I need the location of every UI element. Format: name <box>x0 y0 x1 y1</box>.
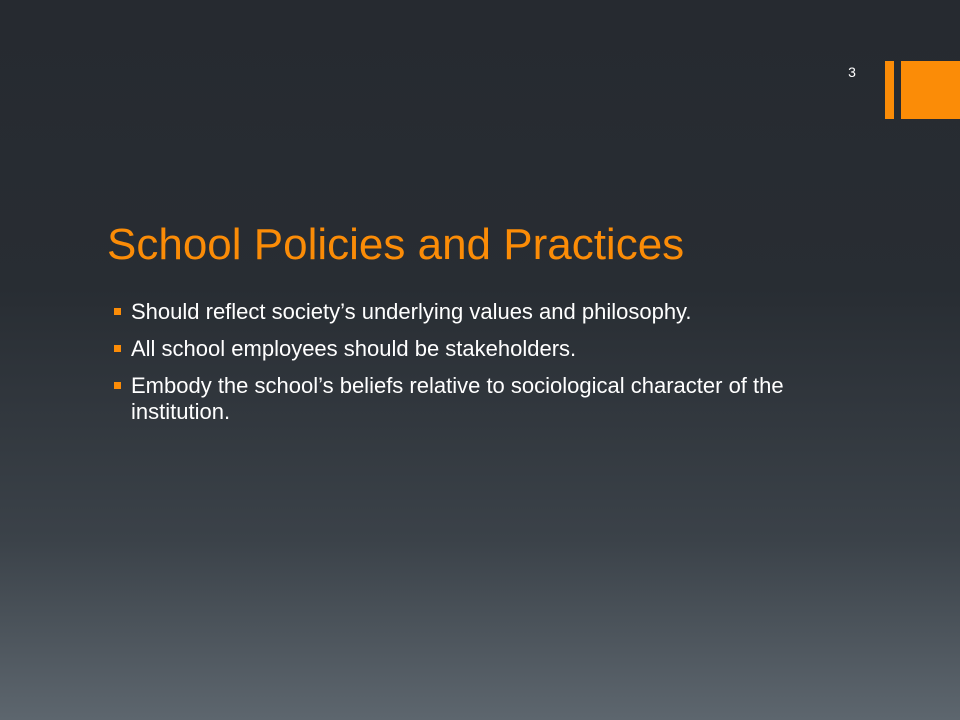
bullet-text: Should reflect society’s underlying values and philosophy. <box>131 299 692 324</box>
square-bullet-icon <box>114 382 121 389</box>
bullet-item <box>112 336 872 362</box>
bullet-list <box>112 299 872 436</box>
square-bullet-icon <box>114 345 121 352</box>
slide-number: 3 <box>848 64 856 80</box>
accent-bar-thick <box>901 61 960 119</box>
bullet-text: Embody the school’s beliefs relative to sociological character of the institution. <box>131 373 784 424</box>
bullet-text: All school employees should be stakeholders. <box>131 336 577 361</box>
slide-title: School Policies and Practices <box>107 220 685 269</box>
bullet-item <box>112 299 872 325</box>
square-bullet-icon <box>114 308 121 315</box>
bullet-item <box>112 373 872 425</box>
accent-bar-thin <box>885 61 894 119</box>
